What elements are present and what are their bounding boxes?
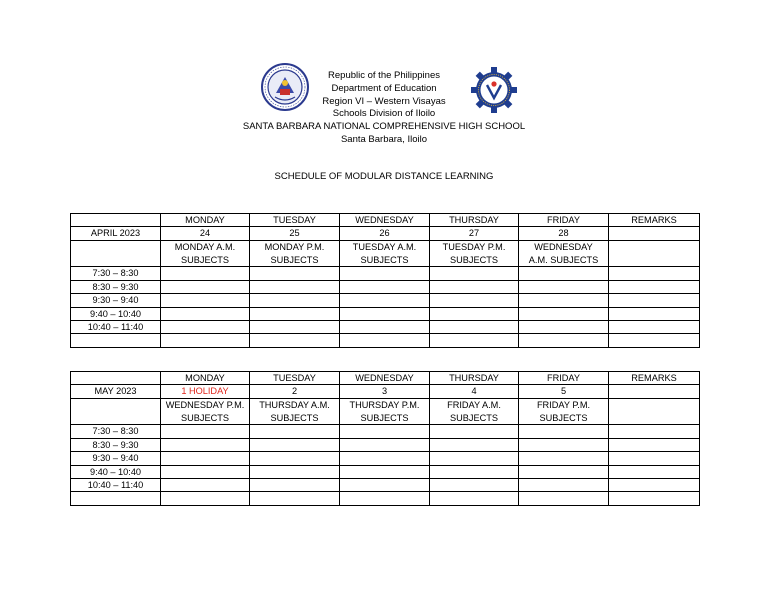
schedule-table-april: [70, 213, 700, 348]
date-row: [71, 227, 700, 240]
time-slot-row: [71, 307, 700, 320]
subject-cell: WEDNESDAY P.M. SUBJECTS: [161, 398, 250, 425]
header-line-region: Region VI – Western Visayas: [322, 95, 446, 107]
day-header-wednesday: WEDNESDAY: [340, 214, 430, 227]
day-header-tuesday: TUESDAY: [250, 372, 340, 385]
date-cell: 25: [250, 227, 340, 240]
empty-cell: [71, 240, 161, 267]
subject-cell: FRIDAY A.M. SUBJECTS: [430, 398, 519, 425]
subject-cell: TUESDAY P.M. SUBJECTS: [430, 240, 519, 267]
header-line-address: Santa Barbara, Iloilo: [340, 133, 428, 145]
remarks-cell: [609, 385, 700, 398]
time-slot-label: 9:30 – 9:40: [71, 294, 161, 307]
date-cell: 5: [519, 385, 609, 398]
header-line-department: Department of Education: [331, 82, 437, 94]
header-line-division: Schools Division of Iloilo: [332, 108, 436, 120]
day-header-friday: FRIDAY: [519, 372, 609, 385]
date-cell: 4: [430, 385, 519, 398]
subjects-row: [71, 398, 700, 425]
day-header-thursday: THURSDAY: [430, 214, 519, 227]
subject-cell: MONDAY A.M. SUBJECTS: [161, 240, 250, 267]
day-header-thursday: THURSDAY: [430, 372, 519, 385]
date-cell: 26: [340, 227, 430, 240]
empty-cell: [71, 398, 161, 425]
date-cell: 2: [250, 385, 340, 398]
month-label: MAY 2023: [71, 385, 161, 398]
subjects-row: [71, 240, 700, 267]
day-header-wednesday: WEDNESDAY: [340, 372, 430, 385]
time-slot-label: 9:40 – 10:40: [71, 307, 161, 320]
time-slot-label: 8:30 – 9:30: [71, 280, 161, 293]
corner-cell: [71, 214, 161, 227]
document-title: SCHEDULE OF MODULAR DISTANCE LEARNING: [274, 171, 494, 182]
subject-cell: THURSDAY P.M. SUBJECTS: [340, 398, 430, 425]
blank-row: [71, 334, 700, 347]
time-slot-row: [71, 438, 700, 451]
corner-cell: [71, 372, 161, 385]
table-header-row: [71, 214, 700, 227]
time-slot-label: 7:30 – 8:30: [71, 267, 161, 280]
remarks-cell: [609, 227, 700, 240]
time-slot-label: 7:30 – 8:30: [71, 425, 161, 438]
subject-cell: THURSDAY A.M. SUBJECTS: [250, 398, 340, 425]
day-header-monday: MONDAY: [161, 214, 250, 227]
date-cell: 24: [161, 227, 250, 240]
time-slot-row: [71, 321, 700, 334]
subject-cell: TUESDAY A.M. SUBJECTS: [340, 240, 430, 267]
header-line-school: SANTA BARBARA NATIONAL COMPREHENSIVE HIGH SCHOOL: [242, 121, 526, 133]
time-slot-label: 10:40 – 11:40: [71, 321, 161, 334]
day-header-tuesday: TUESDAY: [250, 214, 340, 227]
remarks-header: REMARKS: [609, 214, 700, 227]
time-slot-label: 8:30 – 9:30: [71, 438, 161, 451]
holiday-date-cell: 1 HOLIDAY: [161, 385, 250, 398]
date-cell: 27: [430, 227, 519, 240]
date-cell: 3: [340, 385, 430, 398]
time-slot-row: [71, 267, 700, 280]
time-slot-row: [71, 479, 700, 492]
blank-row: [71, 492, 700, 505]
day-header-friday: FRIDAY: [519, 214, 609, 227]
time-slot-row: [71, 465, 700, 478]
remarks-cell: [609, 240, 700, 267]
table-header-row: [71, 372, 700, 385]
time-slot-row: [71, 452, 700, 465]
day-header-monday: MONDAY: [161, 372, 250, 385]
schedule-table-may: [70, 371, 700, 506]
time-slot-row: [71, 425, 700, 438]
header-line-republic: Republic of the Philippines: [328, 70, 440, 81]
time-slot-label: 9:30 – 9:40: [71, 452, 161, 465]
time-slot-label: 9:40 – 10:40: [71, 465, 161, 478]
date-row: [71, 385, 700, 398]
month-label: APRIL 2023: [71, 227, 161, 240]
subject-cell: WEDNESDAY A.M. SUBJECTS: [519, 240, 609, 267]
time-slot-row: [71, 280, 700, 293]
time-slot-row: [71, 294, 700, 307]
remarks-header: REMARKS: [609, 372, 700, 385]
date-cell: 28: [519, 227, 609, 240]
school-gear-seal-icon: [471, 67, 517, 113]
time-slot-label: 10:40 – 11:40: [71, 479, 161, 492]
subject-cell: MONDAY P.M. SUBJECTS: [250, 240, 340, 267]
subject-cell: FRIDAY P.M. SUBJECTS: [519, 398, 609, 425]
remarks-cell: [609, 398, 700, 425]
